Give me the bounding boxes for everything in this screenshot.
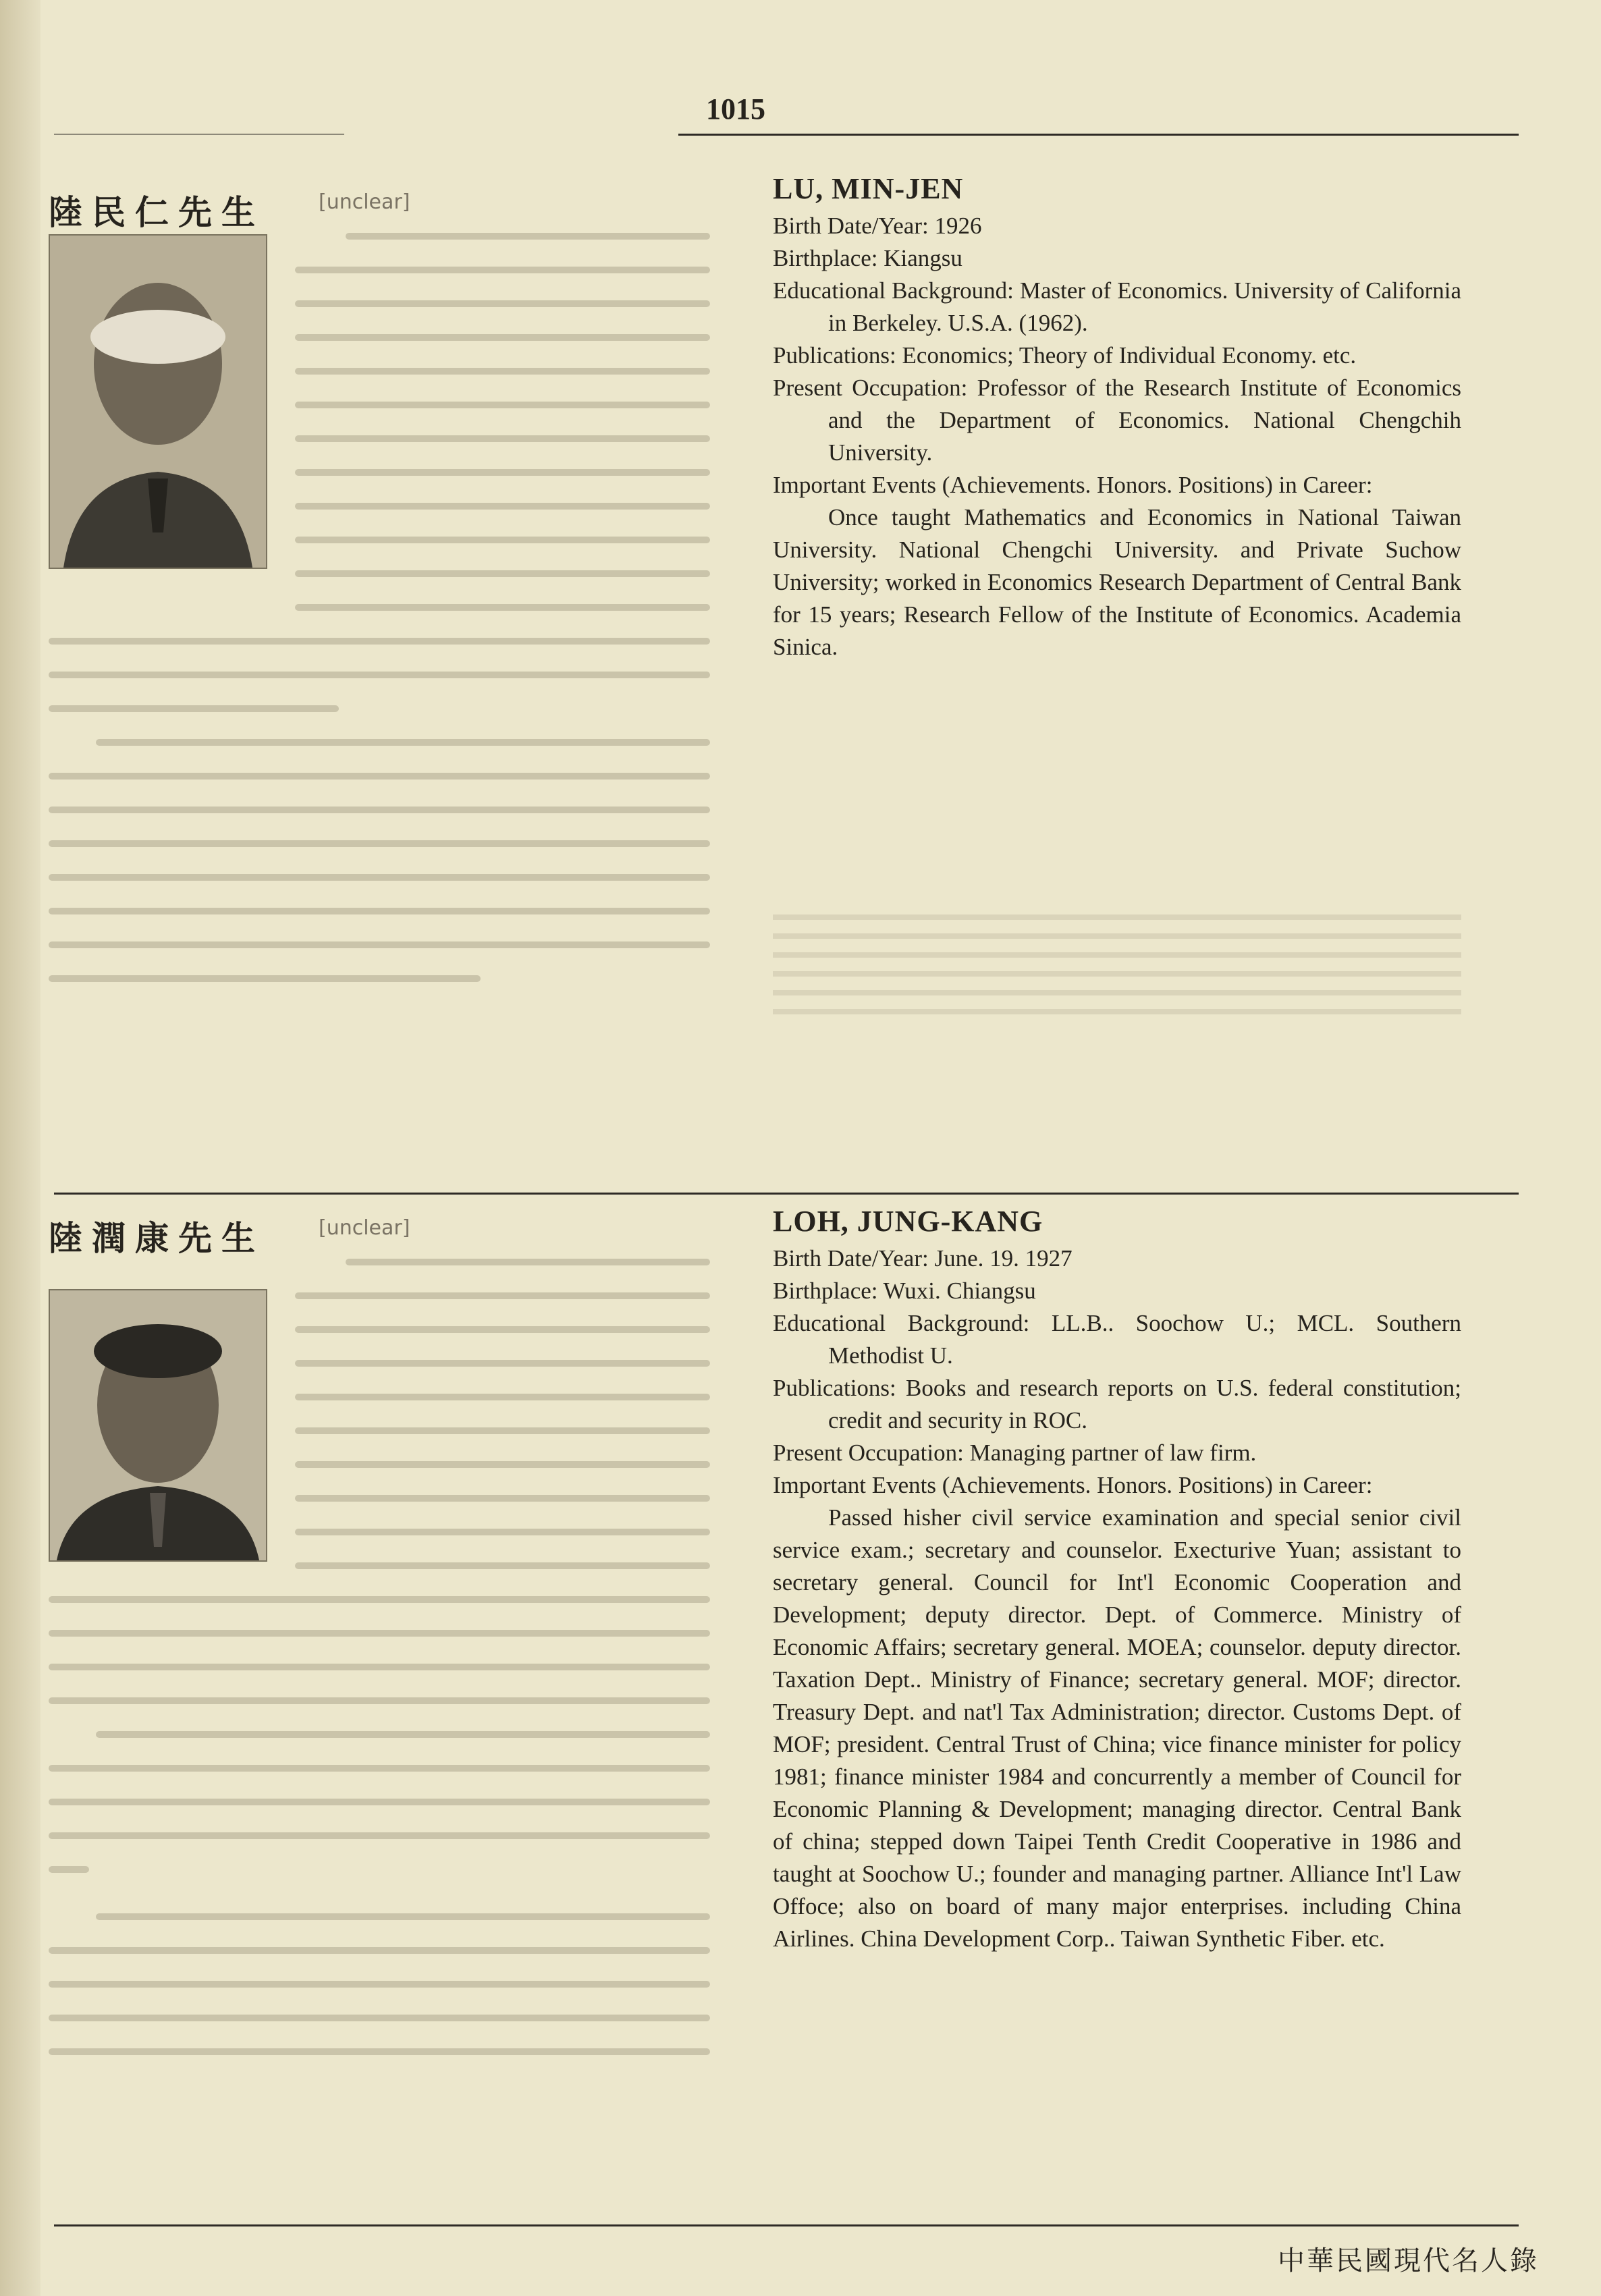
zh-name: 陸民仁先生 — [49, 193, 265, 232]
entry-lu-min-jen — [0, 172, 1601, 1171]
zh-biography — [49, 1211, 710, 2089]
birth-date: Birth Date/Year: June. 19. 1927 — [773, 1245, 1073, 1272]
birthplace: Birthplace: Wuxi. Chiangsu — [773, 1278, 1036, 1304]
en-biography — [773, 1205, 1461, 1955]
show-through-text — [773, 901, 1461, 1144]
occupation: Present Occupation: Managing partner of law firm. — [773, 1440, 1257, 1466]
zh-biography-note: [unclear] — [319, 190, 410, 214]
header-rule-left — [54, 134, 344, 135]
zh-biography — [49, 186, 710, 982]
header-rule — [678, 134, 1519, 136]
footer-title: 中華民國現代名人錄 — [1278, 2245, 1539, 2276]
footer-rule — [54, 2224, 1519, 2226]
events-text: Passed hisher civil service examination and special senior civil service exam.; secretary and counselor. Execturive Yuan; assistant to secretary general. Council for Int'l Economic Cooperation and Development; deputy director. Dept. of Commerce. Ministry of Economic Affairs; secretary general. MOEA; counselor. deputy director. Taxation Dept.. Ministry of Finance; secretary general. MOF; director. Treasury Dept. and nat'l Tax Administration; director. Customs Dept. of MOF; president. Central Trust of China; vice finance minister for policy 1981; finance minister 1984 and concurrently a member of Council for Economic Planning & Development; managing director. Central Bank of china; stepped down Taipei Tenth Credit Cooperative in 1986 and taught at Soochow U.; founder and managing partner. Alliance Int'l Law Offoce; also on board of many major enterprises. including China Airlines. China Development Corp.. Taiwan Synthetic Fiber. etc. — [773, 1504, 1461, 1952]
zh-name: 陸潤康先生 — [49, 1219, 265, 1258]
publications: Publications: Economics; Theory of Individual Economy. etc. — [773, 342, 1357, 368]
en-biography — [773, 172, 1461, 663]
birth-date: Birth Date/Year: 1926 — [773, 213, 982, 239]
section-divider — [54, 1193, 1519, 1195]
education: Educational Background: LL.B.. Soochow U.; MCL. Southern Methodist U. — [773, 1310, 1461, 1369]
education: Educational Background: Master of Economics. University of California in Berkeley. U.S.A. (1962). — [773, 277, 1461, 336]
occupation: Present Occupation: Professor of the Research Institute of Economics and the Department of Economics. National Chengchih University. — [773, 375, 1461, 466]
publications: Publications: Books and research reports on U.S. federal constitution; credit and security in ROC. — [773, 1375, 1461, 1433]
en-name: LOH, JUNG-KANG — [773, 1205, 1043, 1238]
events-text: Once taught Mathematics and Economics in National Taiwan University. National Chengchi University. and Private Suchow University; worked in Economics Research Department of Central Bank for 15 years; Research Fellow of the Institute of Economics. Academia Sinica. — [773, 504, 1461, 660]
page-number: 1015 — [706, 92, 765, 126]
en-name: LU, MIN-JEN — [773, 172, 964, 205]
entry-loh-jung-kang — [0, 1205, 1601, 2177]
birthplace: Birthplace: Kiangsu — [773, 245, 962, 271]
zh-biography-note: [unclear] — [319, 1216, 410, 1240]
events-heading: Important Events (Achievements. Honors. Positions) in Career: — [773, 1472, 1373, 1498]
events-heading: Important Events (Achievements. Honors. Positions) in Career: — [773, 472, 1373, 498]
